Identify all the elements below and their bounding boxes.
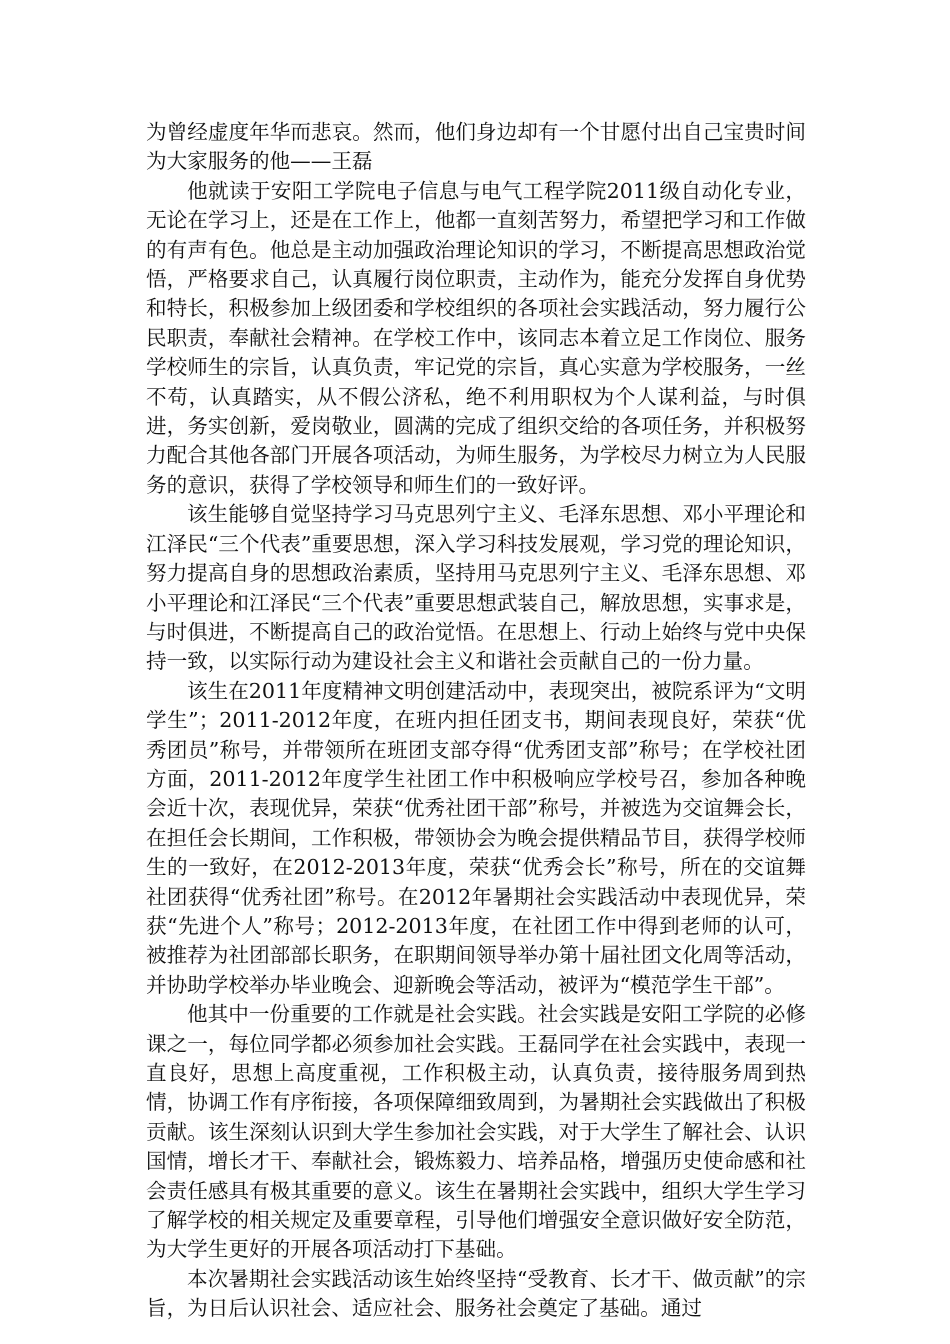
paragraph-political-study: 该生能够自觉坚持学习马克思列宁主义、毛泽东思想、邓小平理论和江泽民“三个代表”重要思想，深入学习科技发展观，学习党的理论知识，努力提高自身的思想政治素质，坚持用马克思列宁主义、毛泽东思想、邓小平理论和江泽民“三个代表”重要思想武装自己，解放思想，实事求是，与时俱进，不断提高自己的政治觉悟。在思想上、行动上始终与党中央保持一致，以实际行动为建设社会主义和谐社会贡献自己的一份力量。 — [146, 502, 806, 674]
paragraph-honors: 该生在2011年度精神文明创建活动中，表现突出，被院系评为“文明学生”；2011-2012年度，在班内担任团支书，期间表现良好，荣获“优秀团员”称号，并带领所在班团支部夺得“优秀团支部”称号；在学校社团方面，2011-2012年度学生社团工作中积极响应学校号召，参加各种晚会近十次，表现优异，荣获“优秀社团干部”称号，并被选为交谊舞会长，在担任会长期间，工作积极，带领协会为晚会提供精品节目，获得学校师生的一致好，在2012-2013年度，荣获“优秀会长”称号，所在的交谊舞社团获得“优秀社团”称号。在2012年暑期社会实践活动中表现优异，荣获“先进个人”称号；2012-2013年度，在社团工作中得到老师的认可，被推荐为社团部部长职务，在职期间领导举办第十届社团文化周等活动，并协助学校举办毕业晚会、迎新晚会等活动，被评为“模范学生干部”。 — [146, 678, 806, 997]
paragraph-summer-practice: 本次暑期社会实践活动该生始终坚持“受教育、长才干、做贡献”的宗旨，为日后认识社会、适应社会、服务社会奠定了基础。通过 — [146, 1266, 806, 1321]
document-body — [146, 118, 806, 1324]
paragraph-social-practice: 他其中一份重要的工作就是社会实践。社会实践是安阳工学院的必修课之一，每位同学都必须参加社会实践。王磊同学在社会实践中，表现一直良好，思想上高度重视，工作积极主动，认真负责，接待服务周到热情，协调工作有序衔接，各项保障细致周到，为暑期社会实践做出了积极贡献。该生深刻认识到大学生参加社会实践，对于大学生了解社会、认识国情，增长才干、奉献社会，锻炼毅力、培养品格，增强历史使命感和社会责任感具有极其重要的意义。该生在暑期社会实践中，组织大学生学习了解学校的相关规定及重要章程，引导他们增强安全意识做好安全防范，为大学生更好的开展各项活动打下基础。 — [146, 1002, 806, 1262]
paragraph-biography: 他就读于安阳工学院电子信息与电气工程学院2011级自动化专业，无论在学习上，还是在工作上，他都一直刻苦努力，希望把学习和工作做的有声有色。他总是主动加强政治理论知识的学习，不断提高思想政治觉悟，严格要求自己，认真履行岗位职责，主动作为，能充分发挥自身优势和特长，积极参加上级团委和学校组织的各项社会实践活动，努力履行公民职责，奉献社会精神。在学校工作中，该同志本着立足工作岗位、服务学校师生的宗旨，认真负责，牢记党的宗旨，真心实意为学校服务，一丝不苟，认真踏实，从不假公济私，绝不利用职权为个人谋利益，与时俱进，务实创新，爱岗敬业，圆满的完成了组织交给的各项任务，并积极努力配合其他各部门开展各项活动，为师生服务，为学校尽力树立为人民服务的意识，获得了学校领导和师生们的一致好评。 — [146, 178, 806, 497]
paragraph-continued-intro: 为曾经虚度年华而悲哀。然而，他们身边却有一个甘愿付出自己宝贵时间为大家服务的他——王磊 — [146, 120, 806, 174]
